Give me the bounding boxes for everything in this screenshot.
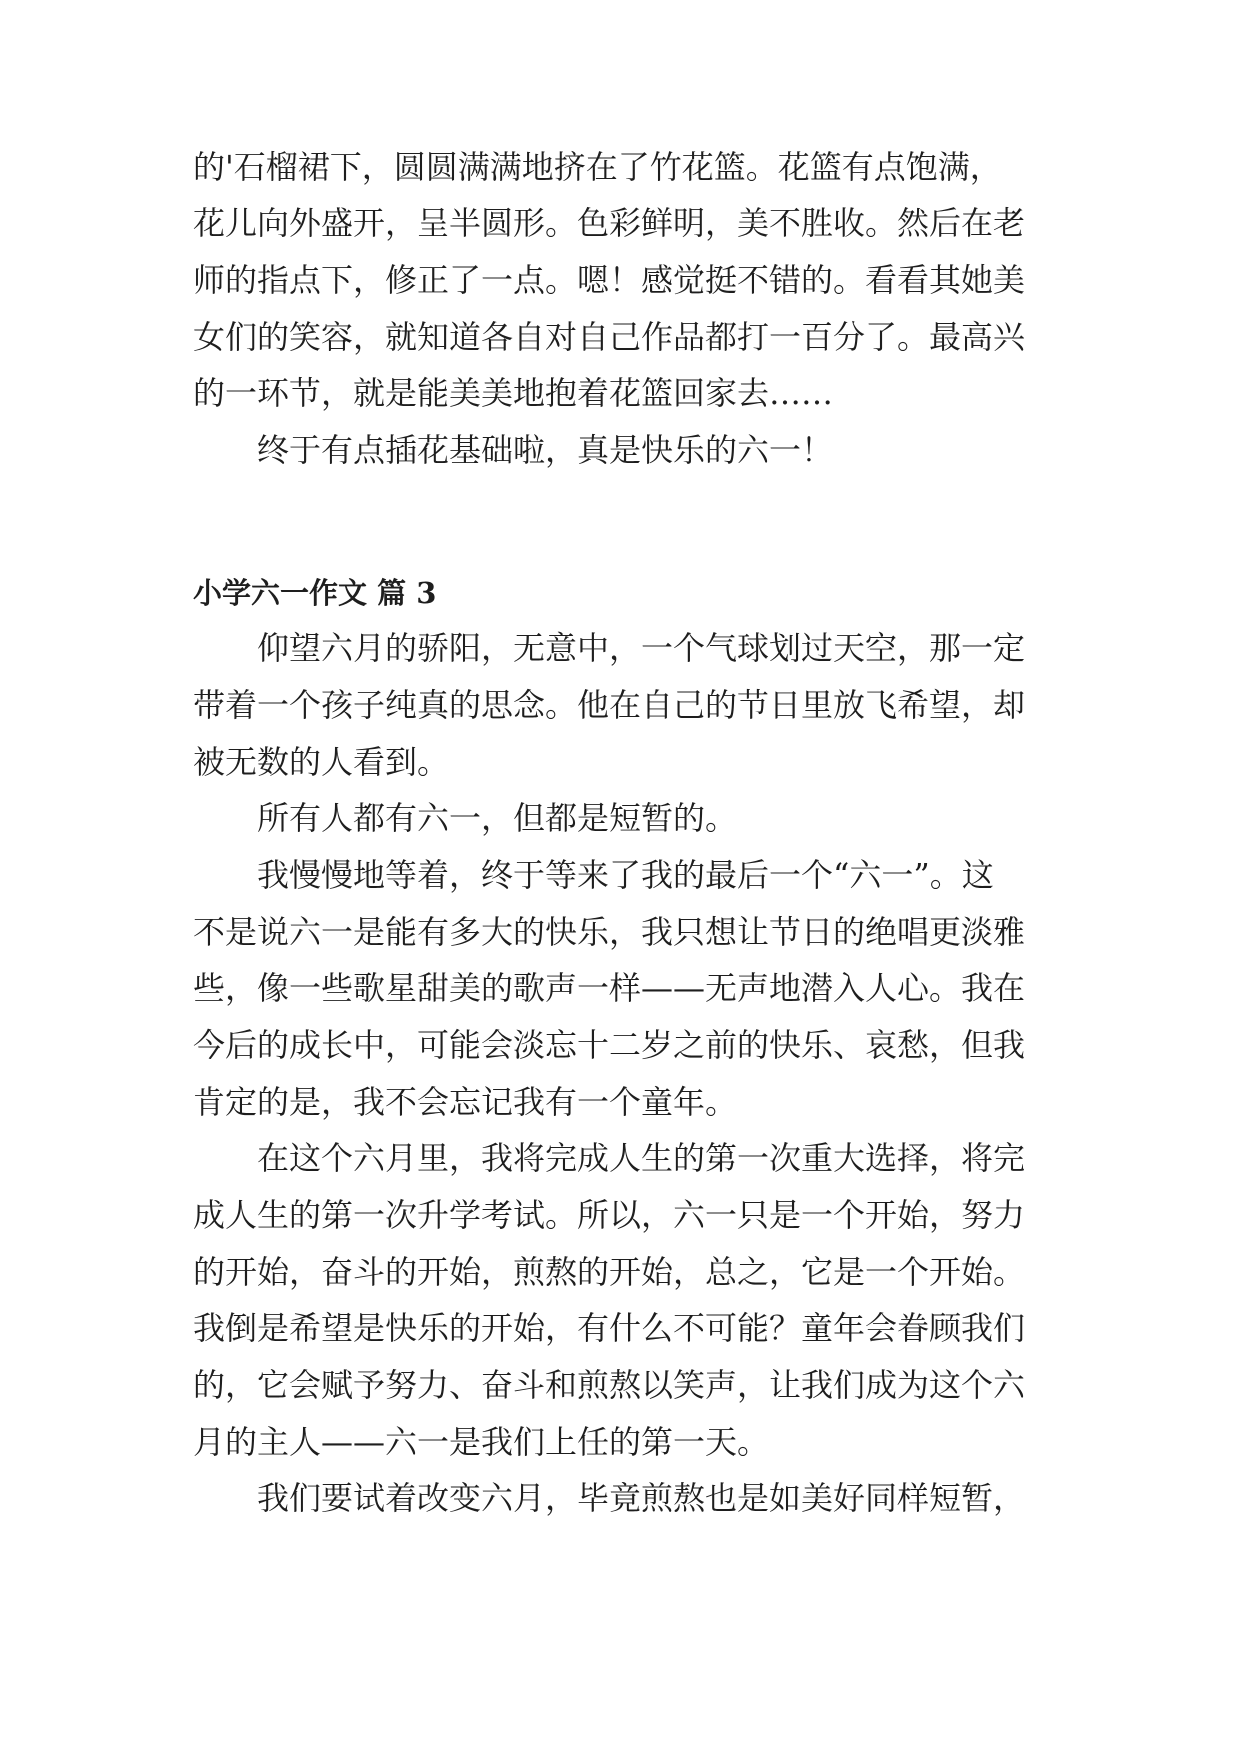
paragraph-line: 我们要试着改变六月，毕竟煎熬也是如美好同样短暂，	[257, 1479, 1026, 1517]
paragraph-line: 花儿向外盛开，呈半圆形。色彩鲜明，美不胜收。然后在老	[193, 204, 1026, 242]
paragraph-line: 的，它会赋予努力、奋斗和煎熬以笑声，让我们成为这个六	[193, 1366, 1026, 1404]
paragraph-line: 师的指点下，修正了一点。嗯！感觉挺不错的。看看其她美	[193, 261, 1026, 299]
paragraph-line: 些，像一些歌星甜美的歌声一样——无声地潜入人心。我在	[193, 969, 1026, 1007]
paragraph-line: 肯定的是，我不会忘记我有一个童年。	[193, 1083, 738, 1121]
closing-line: 终于有点插花基础啦，真是快乐的六一！	[257, 431, 834, 469]
paragraph-line: 所有人都有六一，但都是短暂的。	[257, 799, 738, 837]
paragraph-line: 在这个六月里，我将完成人生的第一次重大选择，将完	[257, 1139, 1026, 1177]
paragraph-line: 被无数的人看到。	[193, 743, 450, 781]
paragraph-line: 不是说六一是能有多大的快乐，我只想让节日的绝唱更淡雅	[193, 913, 1026, 951]
paragraph-line: 的开始，奋斗的开始，煎熬的开始，总之，它是一个开始。	[193, 1253, 1026, 1291]
paragraph-line: 成人生的第一次升学考试。所以，六一只是一个开始，努力	[193, 1196, 1026, 1234]
paragraph-line: 的一环节，就是能美美地抱着花篮回家去……	[193, 374, 834, 412]
paragraph-line: 今后的成长中，可能会淡忘十二岁之前的快乐、哀愁，但我	[193, 1026, 1026, 1064]
paragraph-line: 带着一个孩子纯真的思念。他在自己的节日里放飞希望，却	[193, 686, 1026, 724]
paragraph-line: 仰望六月的骄阳，无意中，一个气球划过天空，那一定	[257, 629, 1026, 667]
paragraph-line: 我倒是希望是快乐的开始，有什么不可能？童年会眷顾我们	[193, 1309, 1026, 1347]
section-heading: 小学六一作文 篇 3	[193, 576, 437, 610]
paragraph-line: 女们的笑容，就知道各自对自己作品都打一百分了。最高兴	[193, 318, 1026, 356]
paragraph-line: 的'石榴裙下，圆圆满满地挤在了竹花篮。花篮有点饱满，	[193, 148, 1002, 186]
paragraph-line: 我慢慢地等着，终于等来了我的最后一个“六一”。这	[257, 856, 994, 894]
paragraph-line: 月的主人——六一是我们上任的第一天。	[193, 1423, 770, 1461]
